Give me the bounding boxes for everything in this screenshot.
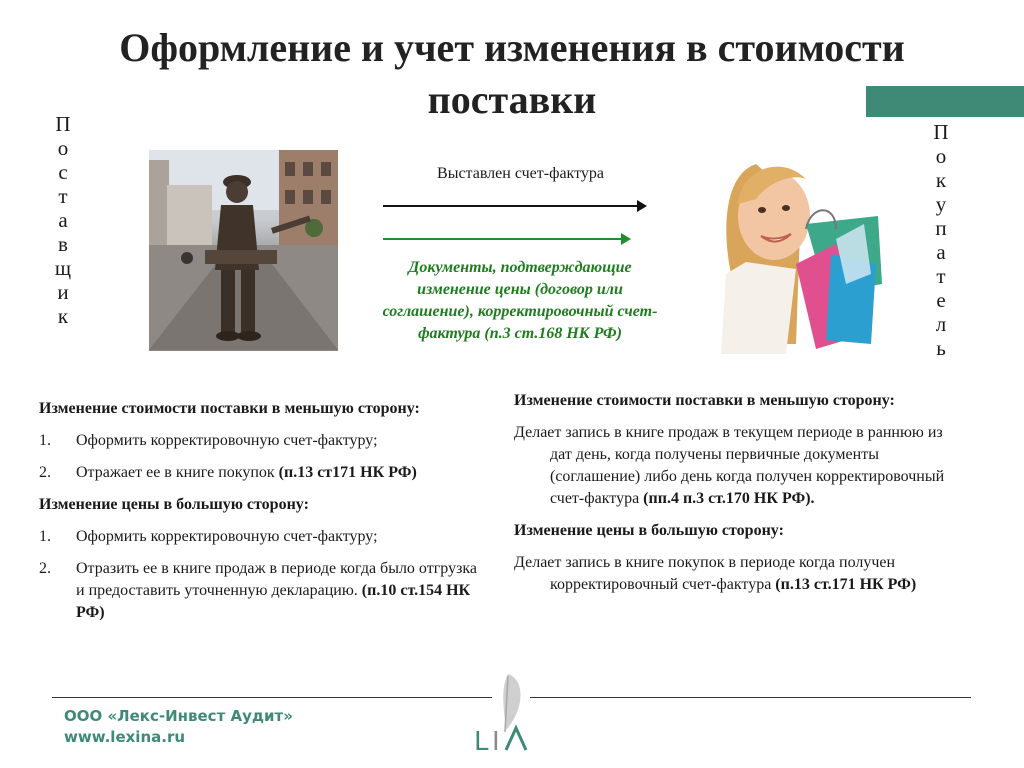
buyer-letter: к [935, 168, 947, 192]
supplier-letter: о [57, 136, 69, 160]
supplier-decrease-item [39, 462, 479, 484]
supplier-increase-item [39, 558, 479, 624]
supplier-letter: т [58, 184, 68, 208]
supplier-statue-image [149, 150, 338, 351]
documents-arrow [383, 238, 629, 240]
buyer-letter: л [935, 312, 947, 336]
buyer-letter: у [935, 192, 947, 216]
accent-bar [866, 86, 1024, 117]
item-text: Отражает ее в книге покупок [76, 464, 279, 481]
footer-divider-right [530, 697, 971, 698]
company-website[interactable]: www.lexina.ru [64, 728, 186, 746]
supplier-increase-item [39, 526, 479, 548]
buyer-letter: ь [936, 336, 946, 360]
buyer-shopper-image [686, 144, 886, 354]
supplier-column [39, 398, 479, 634]
body-text: Делает запись в книге покупок в периоде когда получен корректировочный счет-фактура [514, 554, 896, 593]
item-number: 2. [39, 464, 51, 481]
invoice-issued-label: Выставлен счет-фактура [437, 165, 604, 182]
supplier-letter: к [57, 304, 69, 328]
buyer-increase-text [514, 552, 962, 596]
supplier-letter: а [58, 208, 68, 232]
supplier-vertical-label [51, 112, 75, 328]
footer-divider-left [52, 697, 492, 698]
buyer-letter: П [933, 120, 949, 144]
law-reference: (п.10 ст.154 НК РФ) [76, 582, 471, 621]
svg-text:I: I [492, 727, 500, 757]
item-text: Оформить корректировочную счет-фактуру; [76, 528, 378, 545]
invoice-arrow [383, 205, 645, 207]
buyer-decrease-text [514, 422, 962, 510]
item-number: 1. [39, 528, 51, 545]
supplier-letter: с [58, 160, 68, 184]
supplier-letter: П [55, 112, 71, 136]
buyer-letter: е [936, 288, 946, 312]
buyer-vertical-label [929, 120, 953, 360]
buyer-letter: а [936, 240, 946, 264]
buyer-letter: о [935, 144, 947, 168]
law-reference: (пп.4 п.3 ст.170 НК РФ). [643, 490, 815, 507]
law-reference: (п.13 ст.171 НК РФ) [775, 576, 917, 593]
item-number: 2. [39, 560, 51, 577]
supplier-decrease-item [39, 430, 479, 452]
supplier-letter: и [57, 280, 69, 304]
slide-title: Оформление и учет изменения в стоимости поставки [119, 25, 905, 122]
buyer-letter: т [936, 264, 946, 288]
item-text: Оформить корректировочную счет-фактуру; [76, 432, 378, 449]
body-text: Делает запись в книге продаж в текущем периоде в раннюю из дат день, когда получены первичные документы (соглашение) либо день когда получен корректировочный счет-фактура [514, 424, 945, 507]
supplier-decrease-heading: Изменение стоимости поставки в меньшую сторону: [39, 400, 420, 417]
buyer-letter: п [935, 216, 947, 240]
supporting-documents-text: Документы, подтверждающие изменение цены (договор или соглашение), корректировочный счет-фактура (п.3 ст.168 НК РФ) [382, 259, 658, 342]
svg-text:L: L [474, 727, 489, 757]
law-reference: (п.13 ст171 НК РФ) [278, 464, 417, 481]
supplier-letter: в [58, 232, 68, 256]
company-name: ООО «Лекс-Инвест Аудит» [64, 707, 293, 725]
buyer-column [514, 390, 962, 606]
buyer-decrease-heading: Изменение стоимости поставки в меньшую сторону: [514, 392, 895, 409]
supplier-increase-heading: Изменение цены в большую сторону: [39, 496, 309, 513]
company-logo [468, 670, 540, 758]
buyer-increase-heading: Изменение цены в большую сторону: [514, 522, 784, 539]
supplier-letter: щ [54, 256, 72, 280]
item-text: Отразить ее в книге продаж в периоде когда было отгрузка и предоставить уточненную декларацию. [76, 560, 478, 599]
item-number: 1. [39, 432, 51, 449]
footer-company-info [64, 706, 293, 748]
